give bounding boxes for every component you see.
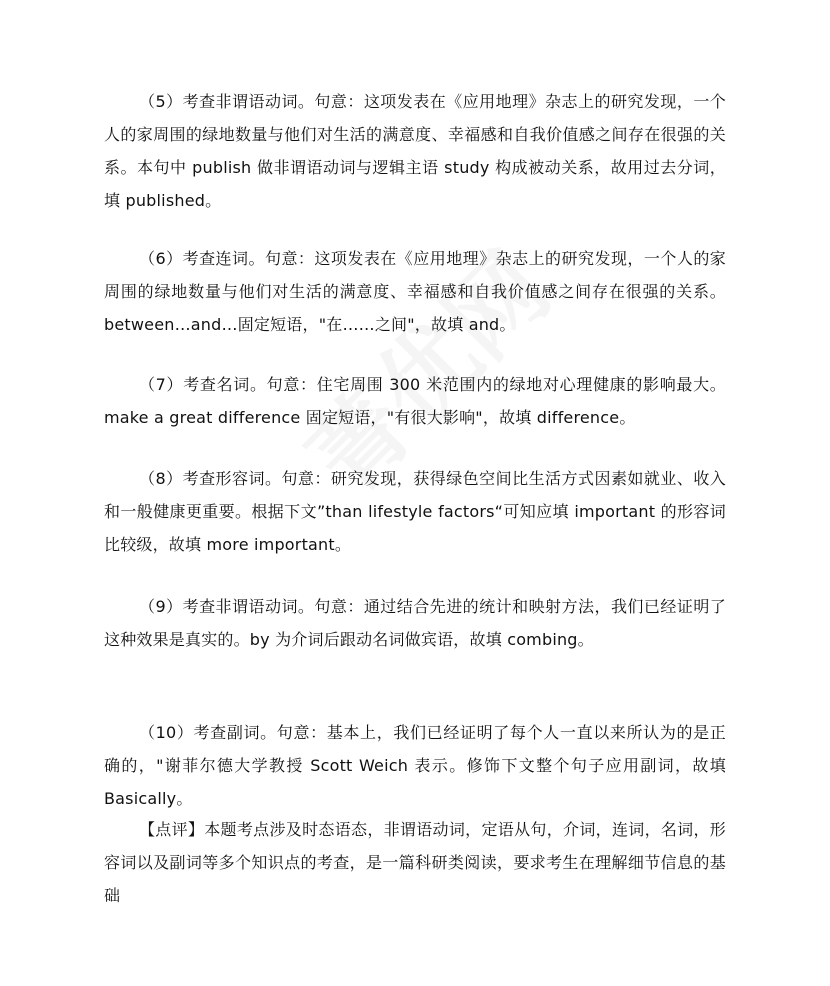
explanation-item-8: （8）考查形容词。句意：研究发现，获得绿色空间比生活方式因素如就业、收入和一般健康更重要。根据下文”than lifestyle factors“可知应填 important 的形容词比较级，故填 more important。	[104, 469, 726, 554]
explanation-item-5: （5）考查非谓语动词。句意：这项发表在《应用地理》杂志上的研究发现，一个人的家周围的绿地数量与他们对生活的满意度、幸福感和自我价值感之间存在很强的关系。本句中 publish 做非谓语动词与逻辑主语 study 构成被动关系，故用过去分词，填 published。	[104, 92, 726, 210]
explanation-item-9: （9）考查非谓语动词。句意：通过结合先进的统计和映射方法，我们已经证明了这种效果是真实的。by 为介词后跟动名词做宾语，故填 combing。	[104, 597, 726, 649]
explanation-item-10: （10）考查副词。句意：基本上，我们已经证明了每个人一直以来所认为的是正确的，"谢菲尔德大学教授 Scott Weich 表示。修饰下文整个句子应用副词，故填 Basically。	[104, 723, 726, 808]
comment-paragraph: 【点评】本题考点涉及时态语态，非谓语动词，定语从句，介词，连词，名词，形容词以及副词等多个知识点的考查，是一篇科研类阅读，要求考生在理解细节信息的基础	[104, 820, 726, 905]
explanation-item-6: （6）考查连词。句意：这项发表在《应用地理》杂志上的研究发现，一个人的家周围的绿地数量与他们对生活的满意度、幸福感和自我价值感之间存在很强的关系。between…and…固定短语，"在……之间"，故填 and。	[104, 249, 726, 334]
explanation-item-7: （7）考查名词。句意：住宅周围 300 米范围内的绿地对心理健康的影响最大。make a great difference 固定短语，"有很大影响"，故填 difference。	[104, 375, 726, 427]
